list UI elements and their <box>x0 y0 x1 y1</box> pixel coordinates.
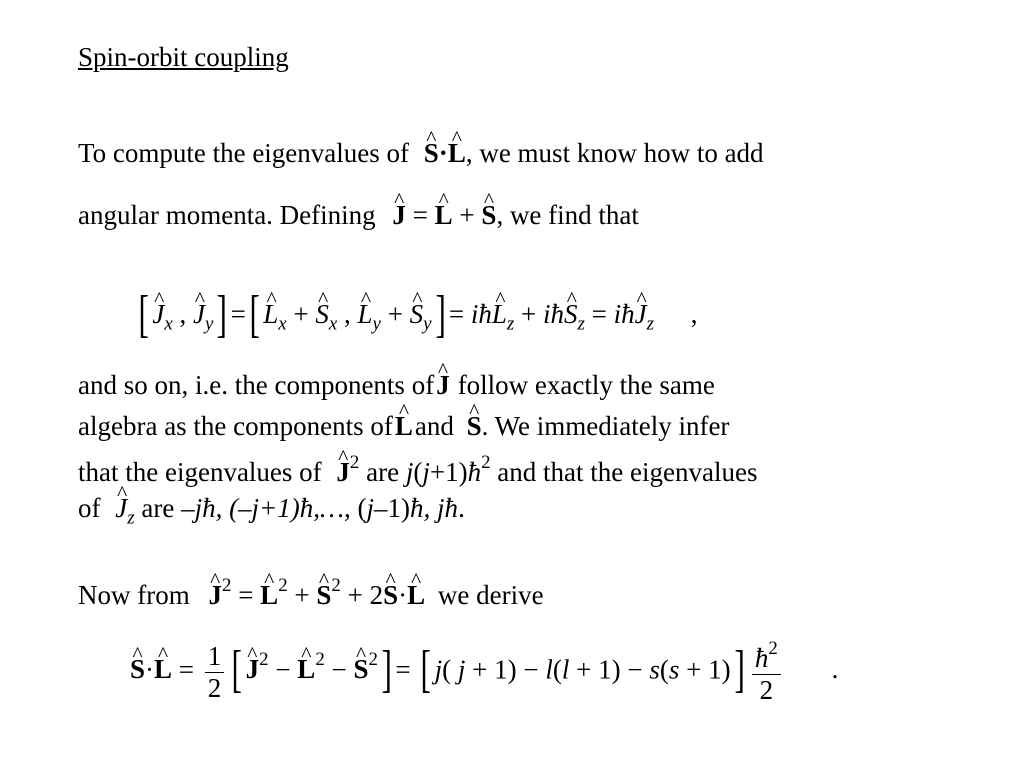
paragraph-3-line: Now from ^ $J^2$ = ^ $L^2$ + ^ $S^2$ + 2^ S·^ L we derive <box>78 577 544 609</box>
paragraph-2-line-1: and so on, i.e. the components of^ J follow exactly the same <box>78 372 715 399</box>
paragraph-2-line-2: algebra as the components of^ Land ^ S. We immediately infer <box>78 413 729 440</box>
commutator-equation: [^ $J_x$ , ^ $J_y$] =[^ $L_x$ + ^ $S_x$ , ^ $L_y$ + ^ $S_y$] = iħ^ $L_z$ + iħ^ $S_z$ = iħ^ $J_z$ , <box>135 285 697 344</box>
paragraph-2-line-3: that the eigenvalues of ^ $J^2$ are $j(j+1)ħ^2$ and that the eigenvalues <box>78 454 757 486</box>
paragraph-2-line-4: of ^ $J_z$ are –jħ, (–j+1)ħ,…, (j–1)ħ, jħ. <box>78 495 465 529</box>
intro-line-1: To compute the eigenvalues of ^ S·^ L, we must know how to add <box>78 140 764 167</box>
spin-orbit-equation: ^ S·^ L = $\frac{1}{2}$ [^ $J^2$ − ^ $L^2$ − ^ $S^2$] = [ j( j + 1) − l(l + 1) − s(s + 1)] $\frac{ħ^2}{2}$ . <box>130 638 838 706</box>
page-title: Spin-orbit coupling <box>78 42 289 72</box>
intro-line-2: angular momenta. Defining ^ J = ^ L + ^ S, we find that <box>78 202 639 229</box>
